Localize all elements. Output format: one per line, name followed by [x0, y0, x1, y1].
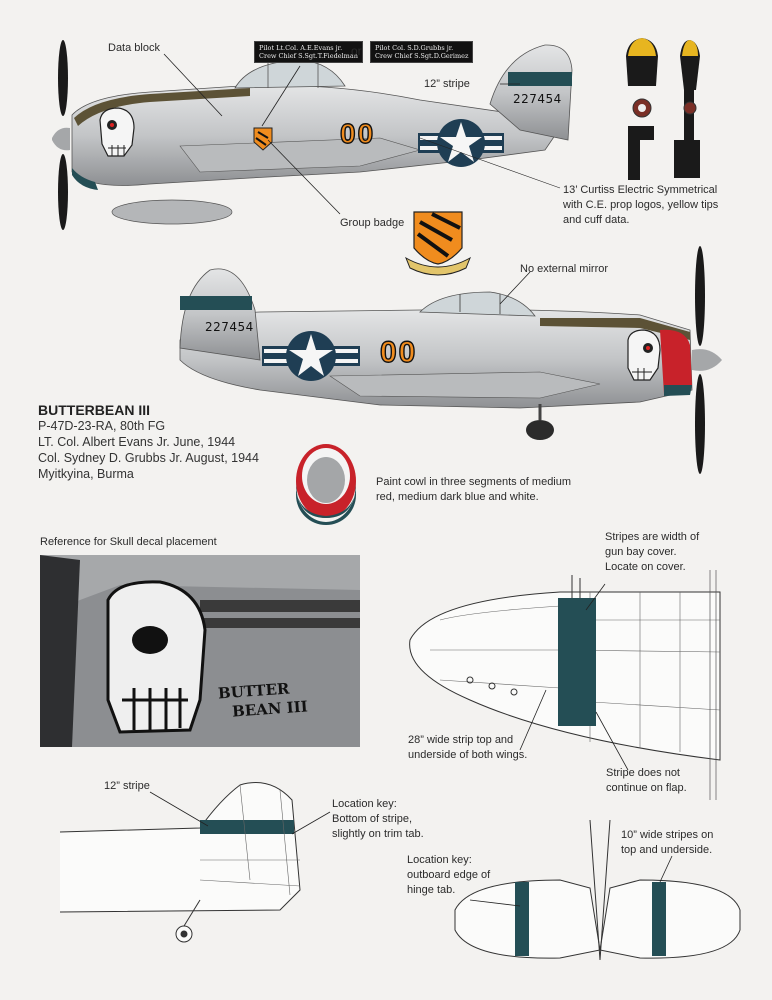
- location: Myitkyina, Burma: [38, 467, 134, 481]
- tail-stripe-label: 12” stripe: [104, 780, 150, 792]
- aircraft-name: BUTTERBEAN III: [38, 402, 150, 418]
- prop-label: 13’ Curtiss Electric Symmetrical with C.E. prop logos, yellow tips and cuff data.: [563, 184, 719, 226]
- prop-blade-details: [626, 38, 700, 180]
- code-second: 00: [380, 336, 418, 369]
- hstab-stripes-note: 10” wide stripes on top and underside.: [621, 829, 714, 856]
- stripes-note: Stripes are width of gun bay cover. Locate on cover.: [605, 531, 700, 573]
- data-plate-evans: Pilot Lt.Col. A.E.Evans jr. Crew Chief S.Sgt.T.Fiedelman: [254, 41, 363, 63]
- cowl-note: Paint cowl in three segments of medium red, medium dark blue and white.: [376, 476, 572, 503]
- or-label: or: [351, 44, 362, 58]
- tail-diagram: [60, 783, 330, 942]
- data-plate-grubbs: Pilot Col. S.D.Grubbs jr. Crew Chief S.Sgt.D.Gerimez: [370, 41, 473, 63]
- flap-note: Stripe does not continue on flap.: [606, 767, 687, 794]
- serial-top: 227454: [513, 92, 562, 106]
- reference-photo: [40, 555, 360, 747]
- group-badge-large: [406, 212, 470, 275]
- photo-nose-art-line1: BUTTER: [217, 679, 290, 703]
- photo-caption: Reference for Skull decal placement: [40, 536, 217, 548]
- aircraft-type: P-47D-23-RA, 80th FG: [38, 419, 166, 433]
- tail-location-key: Location key: Bottom of stripe, slightly on trim tab.: [332, 798, 424, 840]
- code-top: 00: [340, 118, 376, 149]
- skull-nose-art-top: [100, 108, 134, 156]
- pilot-evans: LT. Col. Albert Evans Jr. June, 1944: [38, 435, 236, 449]
- photo-nose-art-line2: BEAN III: [231, 697, 309, 721]
- second-aircraft-profile: [180, 246, 722, 474]
- no-external-mirror-label: No external mirror: [520, 263, 609, 275]
- skull-nose-art-second: [628, 330, 660, 380]
- group-badge-label: Group badge: [340, 217, 405, 229]
- pilot-grubbs: Col. Sydney D. Grubbs Jr. August, 1944: [38, 451, 259, 465]
- hstab-location-key: Location key: outboard edge of hinge tab.: [407, 854, 491, 896]
- cowl-diagram: [296, 444, 356, 525]
- aircraft-info: [38, 402, 259, 482]
- top-aircraft-profile: [52, 38, 700, 275]
- propeller-top: [52, 40, 70, 230]
- data-block-label: Data block: [108, 42, 160, 54]
- serial-second: 227454: [205, 320, 254, 334]
- wing-strip-note: 28” wide strip top and underside of both wings.: [408, 734, 528, 761]
- stripe-label-top: 12” stripe: [424, 78, 470, 90]
